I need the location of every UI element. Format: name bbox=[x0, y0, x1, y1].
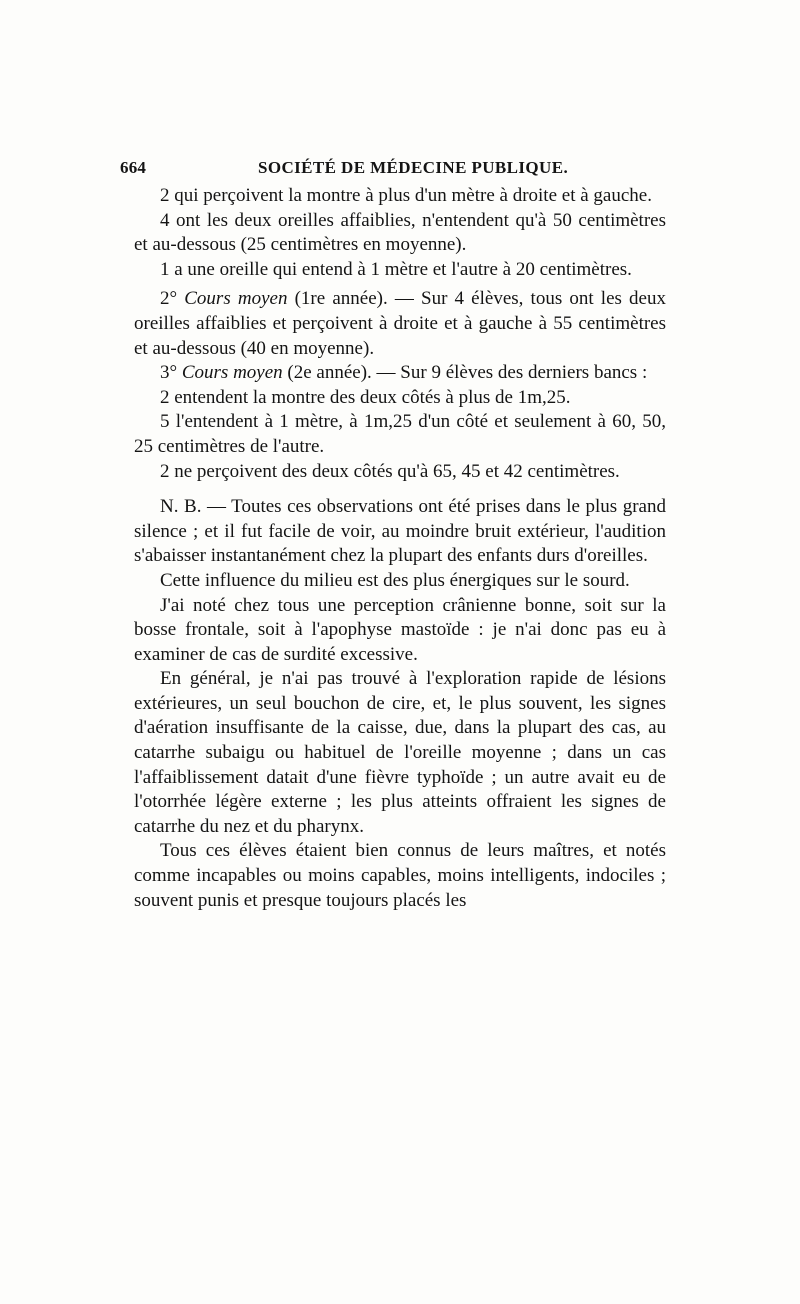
body-text bbox=[134, 184, 666, 913]
paragraph bbox=[134, 361, 666, 386]
paragraph: Tous ces élèves étaient bien connus de leurs maîtres, et notés comme incapables ou moins capables, moins intelligents, indociles ; souvent punis et presque toujours placés les bbox=[134, 840, 666, 911]
paragraph-italic: Cours moyen bbox=[184, 288, 288, 310]
paragraph: 2 entendent la montre des deux côtés à plus de 1m,25. bbox=[160, 386, 571, 408]
paragraph-rest: (1re année). — Sur 4 élèves, tous ont les deux oreilles affaiblies et perçoivent à droite et à gauche à 55 centimètres et au-dessous (40 en moyenne). bbox=[134, 288, 666, 359]
paragraph-lead: 2° bbox=[160, 288, 185, 310]
paragraph: Cette influence du milieu est des plus énergiques sur le sourd. bbox=[160, 569, 630, 591]
paragraph-lead: 3° bbox=[160, 362, 182, 384]
page-number: 664 bbox=[120, 158, 147, 177]
paragraph bbox=[134, 287, 666, 361]
paragraph: En général, je n'ai pas trouvé à l'exploration rapide de lésions extérieures, un seul bouchon de cire, et, le plus souvent, les signes d'aération insuffisante de la caisse, due, dans la plupart des cas, au catarrhe subaigu ou habituel de l'oreille moyenne ; dans un cas l'affaiblissement datait d'une fièvre typhoïde ; un autre avait eu de l'otorrhée légère externe ; les plus atteints offraient les signes de catarrhe du nez et du pharynx. bbox=[134, 668, 666, 837]
page-header bbox=[120, 158, 672, 184]
paragraph: 2 qui perçoivent la montre à plus d'un mètre à droite et à gauche. bbox=[160, 185, 652, 206]
running-title: SOCIÉTÉ DE MÉDECINE PUBLIQUE. bbox=[258, 158, 569, 177]
paragraph: 1 a une oreille qui entend à 1 mètre et l'autre à 20 centimètres. bbox=[160, 258, 632, 280]
paragraph-italic: Cours moyen bbox=[181, 362, 283, 384]
paragraph: 4 ont les deux oreilles affaiblies, n'entendent qu'à 50 centimètres et au-dessous (25 centimètres en moyenne). bbox=[134, 209, 666, 256]
paragraph: 5 l'entendent à 1 mètre, à 1m,25 d'un côté et seulement à 60, 50, 25 centimètres de l'autre. bbox=[134, 411, 666, 457]
paragraph: J'ai noté chez tous une perception crânienne bonne, soit sur la bosse frontale, soit à l'apophyse mastoïde : je n'ai donc pas eu à examiner de cas de surdité excessive. bbox=[134, 594, 666, 665]
paragraph: N. B. — Toutes ces observations ont été prises dans le plus grand silence ; et il fut facile de voir, au moindre bruit extérieur, l'audition s'abaisser instantanément chez la plupart des enfants durs d'oreilles. bbox=[134, 496, 666, 567]
paragraph-rest: (2e année). — Sur 9 élèves des derniers bancs : bbox=[282, 362, 648, 384]
paragraph: 2 ne perçoivent des deux côtés qu'à 65, 45 et 42 centimètres. bbox=[160, 460, 620, 482]
